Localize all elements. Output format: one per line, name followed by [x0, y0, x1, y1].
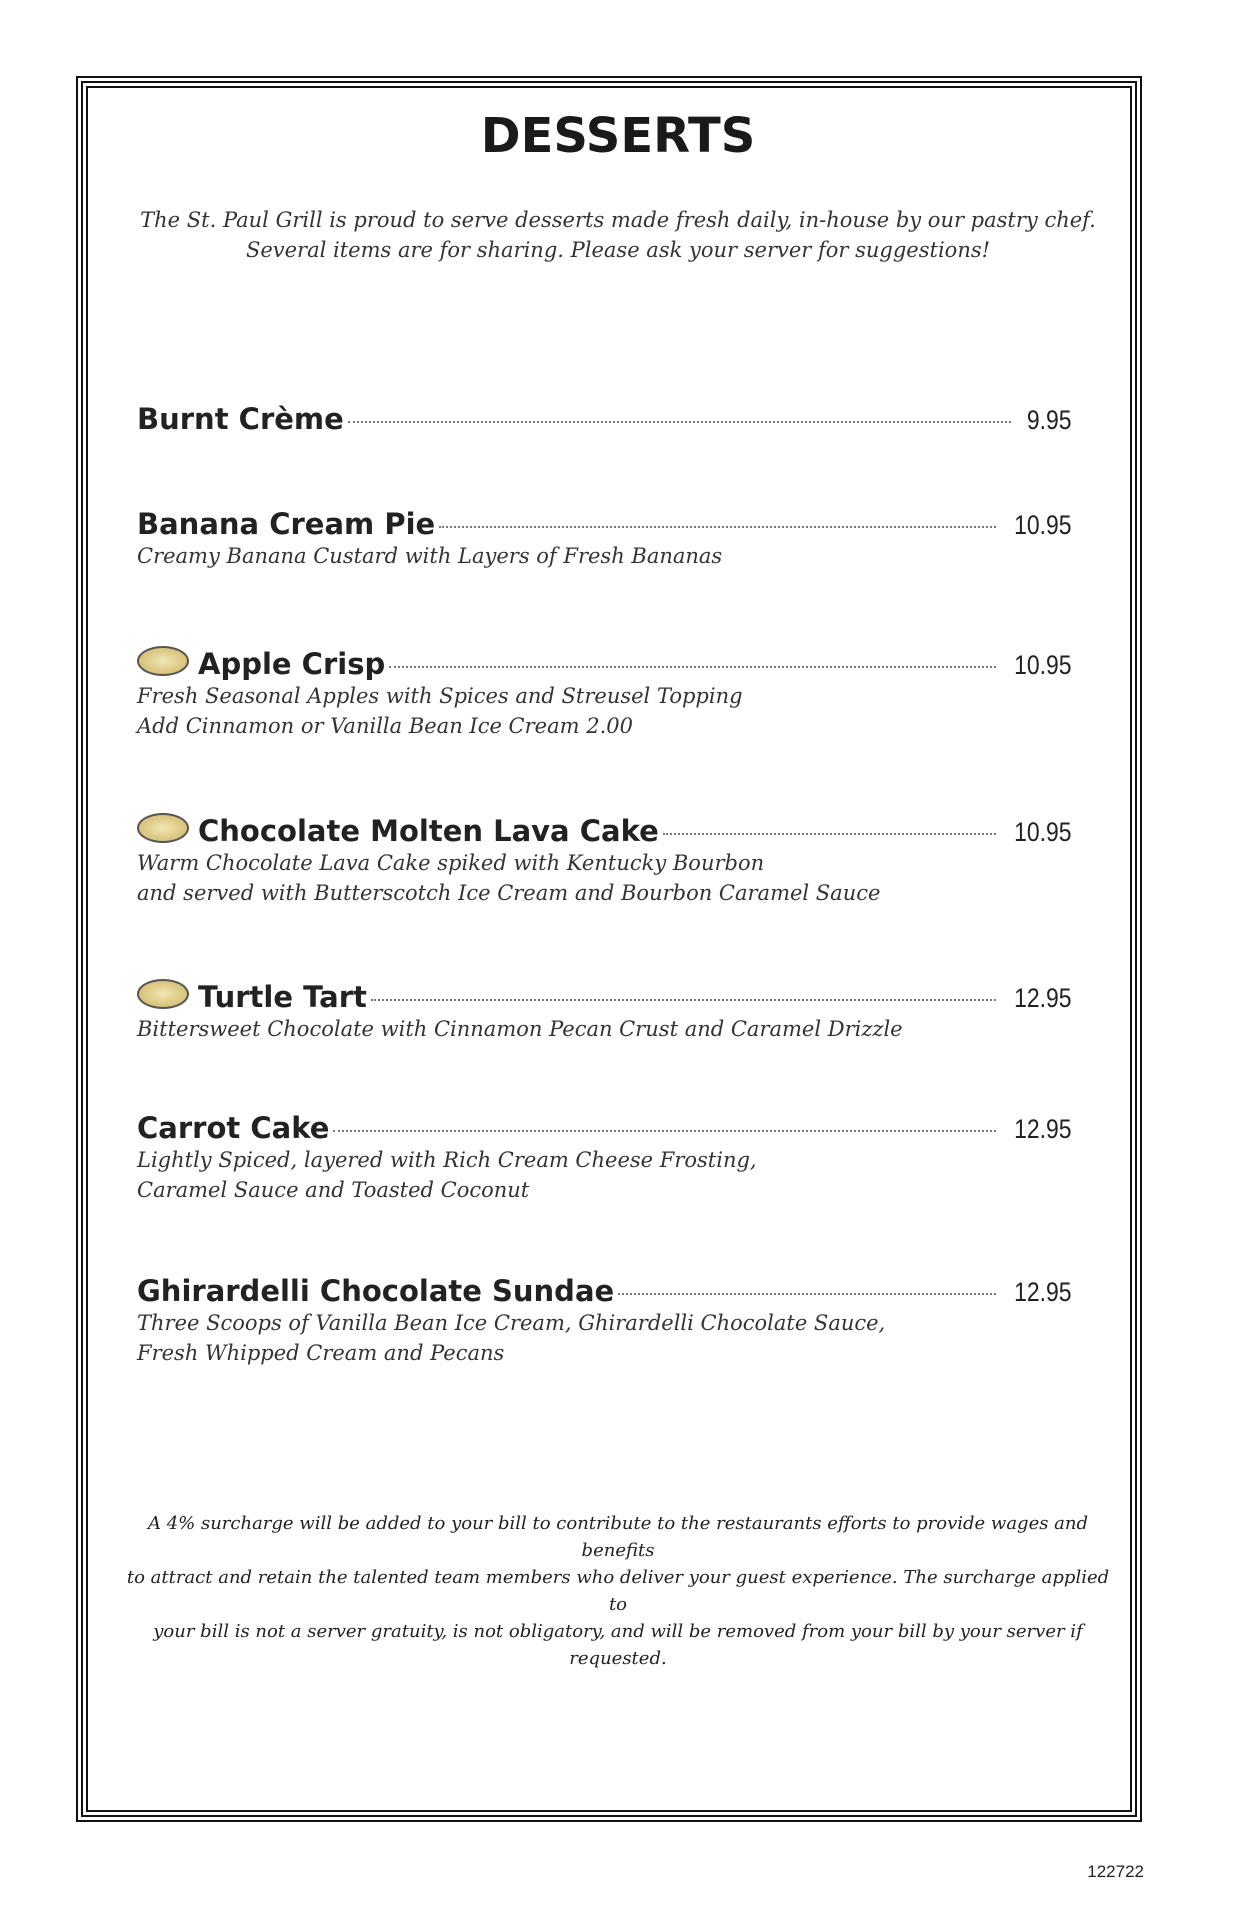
dot-leader: [439, 526, 996, 528]
item-description: Creamy Banana Custard with Layers of Fresh Bananas: [137, 544, 723, 568]
menu-item-chocolate-molten-lava-cake: [137, 811, 1072, 908]
item-name: Ghirardelli Chocolate Sundae: [137, 1274, 615, 1308]
surcharge-line-3: your bill is not a server gratuity, is not obligatory, and will be removed from your bill by your server if requested.: [153, 1621, 1083, 1669]
surcharge-line-2: to attract and retain the talented team members who deliver your guest experience. The surcharge applied to: [126, 1567, 1110, 1615]
item-price: 10.95: [1014, 510, 1072, 540]
dot-leader: [663, 833, 997, 835]
dot-leader: [371, 999, 997, 1001]
item-price: 12.95: [1014, 1277, 1072, 1307]
item-price: 12.95: [1014, 983, 1072, 1013]
signature-logo-icon: [137, 813, 189, 843]
item-name: Apple Crisp: [198, 647, 386, 681]
item-description: and served with Butterscotch Ice Cream and Bourbon Caramel Sauce: [137, 881, 881, 905]
menu-item-carrot-cake: [137, 1111, 1072, 1205]
item-name: Burnt Crème: [137, 402, 344, 436]
intro-line-2: Several items are for sharing. Please ask your server for suggestions!: [245, 238, 991, 262]
item-name: Banana Cream Pie: [137, 507, 436, 541]
signature-logo-icon: [137, 979, 189, 1009]
item-description: Lightly Spiced, layered with Rich Cream Cheese Frosting,: [137, 1148, 757, 1172]
item-name: Carrot Cake: [137, 1111, 330, 1145]
item-name: Turtle Tart: [198, 980, 367, 1014]
item-description: Bittersweet Chocolate with Cinnamon Pecan Crust and Caramel Drizzle: [137, 1017, 903, 1041]
surcharge-notice: [120, 1510, 1116, 1672]
item-description: Fresh Whipped Cream and Pecans: [137, 1341, 505, 1365]
item-description: Add Cinnamon or Vanilla Bean Ice Cream 2.00: [137, 714, 633, 738]
dot-leader: [333, 1130, 996, 1132]
surcharge-line-1: A 4% surcharge will be added to your bill to contribute to the restaurants efforts to provide wages and benefits: [147, 1513, 1089, 1561]
menu-item-banana-cream-pie: [137, 507, 1072, 571]
item-price: 12.95: [1014, 1114, 1072, 1144]
item-name: Chocolate Molten Lava Cake: [198, 814, 659, 848]
item-description: Warm Chocolate Lava Cake spiked with Kentucky Bourbon: [137, 851, 765, 875]
intro-line-1: The St. Paul Grill is proud to serve desserts made fresh daily, in-house by our pastry chef.: [140, 208, 1096, 232]
menu-item-apple-crisp: [137, 644, 1072, 741]
item-description: Caramel Sauce and Toasted Coconut: [137, 1178, 530, 1202]
item-price: 10.95: [1014, 817, 1072, 847]
item-description: Fresh Seasonal Apples with Spices and Streusel Topping: [137, 684, 743, 708]
page-title: DESSERTS: [480, 108, 756, 164]
item-price: 9.95: [1027, 405, 1072, 435]
menu-item-turtle-tart: [137, 977, 1072, 1044]
menu-item-ghirardelli-chocolate-sundae: [137, 1274, 1072, 1368]
menu-version-code: 122722: [1087, 1862, 1144, 1881]
item-description: Three Scoops of Vanilla Bean Ice Cream, Ghirardelli Chocolate Sauce,: [137, 1311, 886, 1335]
menu-item-burnt-creme: [137, 402, 1072, 436]
dot-leader: [389, 666, 996, 668]
item-price: 10.95: [1014, 650, 1072, 680]
dot-leader: [618, 1293, 996, 1295]
dot-leader: [348, 421, 1012, 423]
signature-logo-icon: [137, 646, 189, 676]
